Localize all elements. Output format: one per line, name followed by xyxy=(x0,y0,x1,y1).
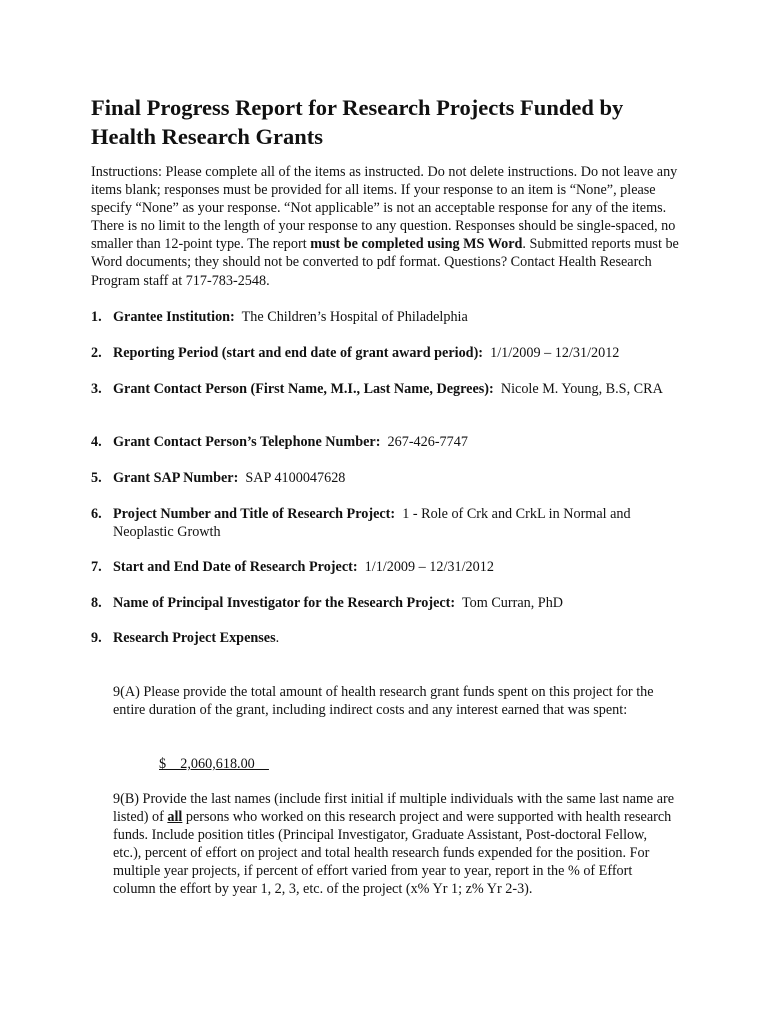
item-reporting-period xyxy=(91,344,681,362)
item-value: 1/1/2009 – 12/31/2012 xyxy=(364,559,494,575)
item-label: Grant SAP Number: xyxy=(113,470,239,486)
item-contact-telephone xyxy=(91,433,681,451)
question-9b-text xyxy=(113,790,678,899)
item-label: Project Number and Title of Research Project: xyxy=(113,506,396,522)
page-title: Final Progress Report for Research Projects Funded by Health Research Grants xyxy=(91,95,624,149)
item-value: 267-426-7747 xyxy=(387,434,468,450)
item-project-title xyxy=(91,505,681,541)
item-value: 1 - Role of Crk and CrkL in Normal and Neoplastic Growth xyxy=(113,506,631,540)
item-value: SAP 4100047628 xyxy=(245,470,346,486)
item-label: Reporting Period (start and end date of grant award period): xyxy=(113,345,484,361)
item-number: 5. xyxy=(91,470,102,486)
item-label: Name of Principal Investigator for the Research Project: xyxy=(113,595,456,611)
item-value: Tom Curran, PhD xyxy=(461,595,564,611)
item-number: 1. xyxy=(91,309,102,325)
instructions-paragraph xyxy=(91,163,681,290)
instructions-text-1: Instructions: Please complete all of the items as instructed. Do not delete instructions. Do not leave any items blank; responses must be provided for all items. If your response to an item is “None”, please specify “None” as your response. “Not applicable” is not an acceptable response for any of the items. There is no limit to the length of your response to any question. Responses should be single-spaced, no smaller than 12-point type. The report xyxy=(91,164,678,253)
item-label: Grant Contact Person’s Telephone Number: xyxy=(113,434,381,450)
item-value: The Children’s Hospital of Philadelphia xyxy=(241,309,468,325)
question-9b-emphasis: all xyxy=(167,809,183,826)
item-label: Grant Contact Person (First Name, M.I., Last Name, Degrees): xyxy=(113,381,494,397)
item-number: 2. xyxy=(91,345,102,361)
item-label: Research Project Expenses xyxy=(113,630,276,646)
question-9b-text-1: 9(B) Provide the last names (include first initial if multiple individuals with the same last name are listed) of xyxy=(113,791,675,826)
item-value: . xyxy=(275,630,280,646)
item-number: 8. xyxy=(91,595,102,611)
instructions-bold: must be completed using MS Word xyxy=(310,236,523,253)
item-grant-contact-person xyxy=(91,380,681,398)
item-grantee-institution xyxy=(91,308,681,326)
item-project-expenses xyxy=(91,629,681,647)
total-funds-amount: $ 2,060,618.00 xyxy=(159,756,269,772)
item-number: 9. xyxy=(91,630,102,646)
item-number: 3. xyxy=(91,381,102,397)
item-value: 1/1/2009 – 12/31/2012 xyxy=(490,345,620,361)
item-grant-sap-number xyxy=(91,469,681,487)
item-label: Start and End Date of Research Project: xyxy=(113,559,358,575)
item-number: 6. xyxy=(91,506,102,522)
item-project-dates xyxy=(91,558,681,576)
item-principal-investigator xyxy=(91,594,681,612)
item-number: 7. xyxy=(91,559,102,575)
item-number: 4. xyxy=(91,434,102,450)
item-value: Nicole M. Young, B.S, CRA xyxy=(500,381,663,397)
question-9b-text-2: persons who worked on this research project and were supported with health research funds. Include position titles (Principal Investigator, Graduate Assistant, Post-doctoral Fellow, etc.), percent of effort on project and total health research funds expended for the position. For multiple year projects, if percent of effort varied from year to year, report in the % of Effort column the effort by year 1, 2, 3, etc. of the project (x% Yr 1; z% Yr 2-3). xyxy=(113,809,672,898)
question-9a-text: 9(A) Please provide the total amount of health research grant funds spent on this project for the entire duration of the grant, including indirect costs and any interest earned that was spent: xyxy=(113,684,654,719)
item-label: Grantee Institution: xyxy=(113,309,235,325)
instructions-text-2: . Submitted reports must be Word documents; they should not be converted to pdf format. Questions? Contact Health Research Program staff at 717-783-2548. xyxy=(91,236,679,289)
